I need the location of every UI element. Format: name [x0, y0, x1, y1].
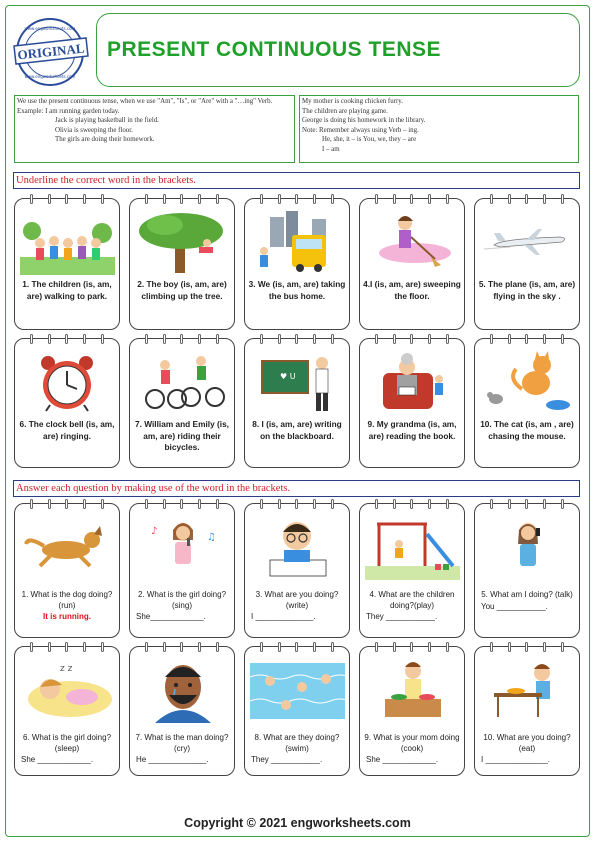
answer-blank: You ___________. [481, 601, 548, 611]
airplane-icon [480, 209, 575, 275]
cat-mouse-icon [480, 349, 575, 415]
svg-text:www.engworksheets.com: www.engworksheets.com [24, 26, 76, 31]
grammar-rules-box [14, 95, 295, 163]
exercise-text: 5. The plane (is, am, are) flying in the sky . [478, 279, 576, 301]
grandma-reading-icon [365, 349, 460, 415]
example-line: Jack is playing basketball in the field. [55, 117, 159, 125]
bicycles-icon [135, 349, 230, 415]
question-card [129, 503, 235, 638]
blackboard-icon [250, 349, 345, 415]
exercise-card [474, 338, 580, 468]
answer-blank: They ___________. [366, 612, 438, 621]
exercise-text: 1. The children (is, am, are) walking to park. [22, 279, 112, 301]
question-text: 7. What is the man doing? (cry) [135, 733, 229, 753]
exercise-card [244, 198, 350, 330]
exercise-text: 7. William and Emily (is, am, are) riding their bicycles. [135, 419, 229, 453]
svg-text:♪: ♪ [151, 526, 158, 537]
svg-text:♥ U: ♥ U [280, 372, 296, 381]
section1-instruction: Underline the correct word in the brackets. [13, 172, 580, 189]
alarm-clock-icon [20, 349, 115, 415]
example-line: Olivia is sweeping the floor. [55, 126, 133, 134]
example-line: The children are playing game. [302, 107, 388, 115]
exercise-card [14, 338, 120, 468]
svg-text:www.engworksheets.com: www.engworksheets.com [24, 74, 76, 79]
question-text: 1. What is the dog doing? (run) [21, 590, 113, 610]
running-dog-icon [20, 514, 115, 580]
crying-man-icon [135, 657, 230, 723]
answer-example: It is running. [43, 612, 91, 621]
playground-icon [365, 514, 460, 580]
answer-blank: I _____________. [251, 612, 316, 621]
svg-text:♫: ♫ [207, 532, 216, 543]
answer-blank: She ____________. [366, 755, 439, 764]
note-line: He, she, it – is You, we, they – are [322, 136, 417, 144]
copyright-footer: Copyright © 2021 engworksheets.com [184, 816, 411, 830]
note-line: Note: Remember always using Verb – ing. [302, 126, 419, 134]
question-card [129, 646, 235, 776]
exercise-card [14, 198, 120, 330]
section2-instruction: Answer each question by making use of the word in the brackets. [13, 480, 580, 497]
exercise-card [129, 338, 235, 468]
original-stamp-logo [8, 16, 92, 88]
exercise-card [474, 198, 580, 330]
example-line: The girls are doing their homework. [55, 136, 155, 144]
exercise-card [129, 198, 235, 330]
exercise-text: 9. My grandma (is, am, are) reading the book. [367, 419, 457, 441]
question-text: 10. What are you doing? (eat) [483, 733, 571, 753]
question-card [14, 646, 120, 776]
grammar-examples-box [299, 95, 579, 163]
question-text: 2. What is the girl doing? (sing) [137, 590, 227, 610]
exercise-text: 4.I (is, am, are) sweeping the floor. [363, 279, 461, 301]
exercise-text: 6. The clock bell (is, am, are) ringing. [19, 419, 115, 441]
answer-blank: She ____________. [21, 755, 94, 764]
question-card [14, 503, 120, 638]
exercise-card [359, 338, 465, 468]
answer-blank: He _____________. [136, 755, 209, 764]
question-text: 4. What are the children doing?(play) [369, 590, 455, 610]
mom-cooking-icon [365, 657, 460, 723]
answer-blank: She____________. [136, 612, 206, 621]
question-card [359, 646, 465, 776]
exercise-text: 10. The cat (is, am , are) chasing the mouse. [480, 419, 574, 441]
question-card [244, 646, 350, 776]
answer-blank: I ______________. [481, 755, 550, 764]
girl-sweeping-icon [365, 209, 460, 275]
question-text: 6. What is the girl doing? (sleep) [22, 733, 112, 753]
children-walking-icon [20, 209, 115, 275]
question-card [359, 503, 465, 638]
boy-writing-icon [250, 514, 345, 580]
exercise-card [244, 338, 350, 468]
example-line: George is doing his homework in the library. [302, 117, 426, 125]
school-bus-icon [250, 209, 345, 275]
example-line: My mother is cooking chicken furry. [302, 98, 403, 105]
answer-blank: They ___________. [251, 755, 323, 764]
question-card [474, 503, 580, 638]
singing-girl-icon [135, 514, 230, 580]
note-line: I – am [322, 145, 340, 153]
svg-text:ORIGINAL: ORIGINAL [16, 40, 86, 63]
page-title: PRESENT CONTINUOUS TENSE [107, 38, 442, 61]
question-card [244, 503, 350, 638]
rule-line: Example: I am running garden today. [17, 107, 120, 115]
question-text: 8. What are they doing? (swim) [254, 733, 340, 753]
question-card [474, 646, 580, 776]
swimming-kids-icon [250, 657, 345, 723]
exercise-text: 3. We (is, am, are) taking the bus home. [248, 279, 346, 301]
exercise-card [359, 198, 465, 330]
boy-climbing-tree-icon [135, 209, 230, 275]
girl-eating-icon [480, 657, 575, 723]
question-text: 9. What is your mom doing (cook) [364, 733, 460, 753]
question-text: 3. What are you doing? (write) [255, 590, 339, 610]
exercise-text: 8. I (is, am, are) writing on the blackboard. [252, 419, 342, 441]
rule-line: We use the present continuous tense, when we use "Am", "Is", or "Are" with a "…ing" Verb. [17, 98, 273, 105]
exercise-text: 2. The boy (is, am, are) climbing up the tree. [137, 279, 227, 301]
question-text: 5. What am I doing? (talk) [481, 590, 573, 599]
girl-phone-icon [480, 514, 575, 580]
title-box [96, 13, 580, 87]
sleeping-girl-icon [20, 657, 115, 723]
svg-text:z z: z z [60, 664, 73, 674]
